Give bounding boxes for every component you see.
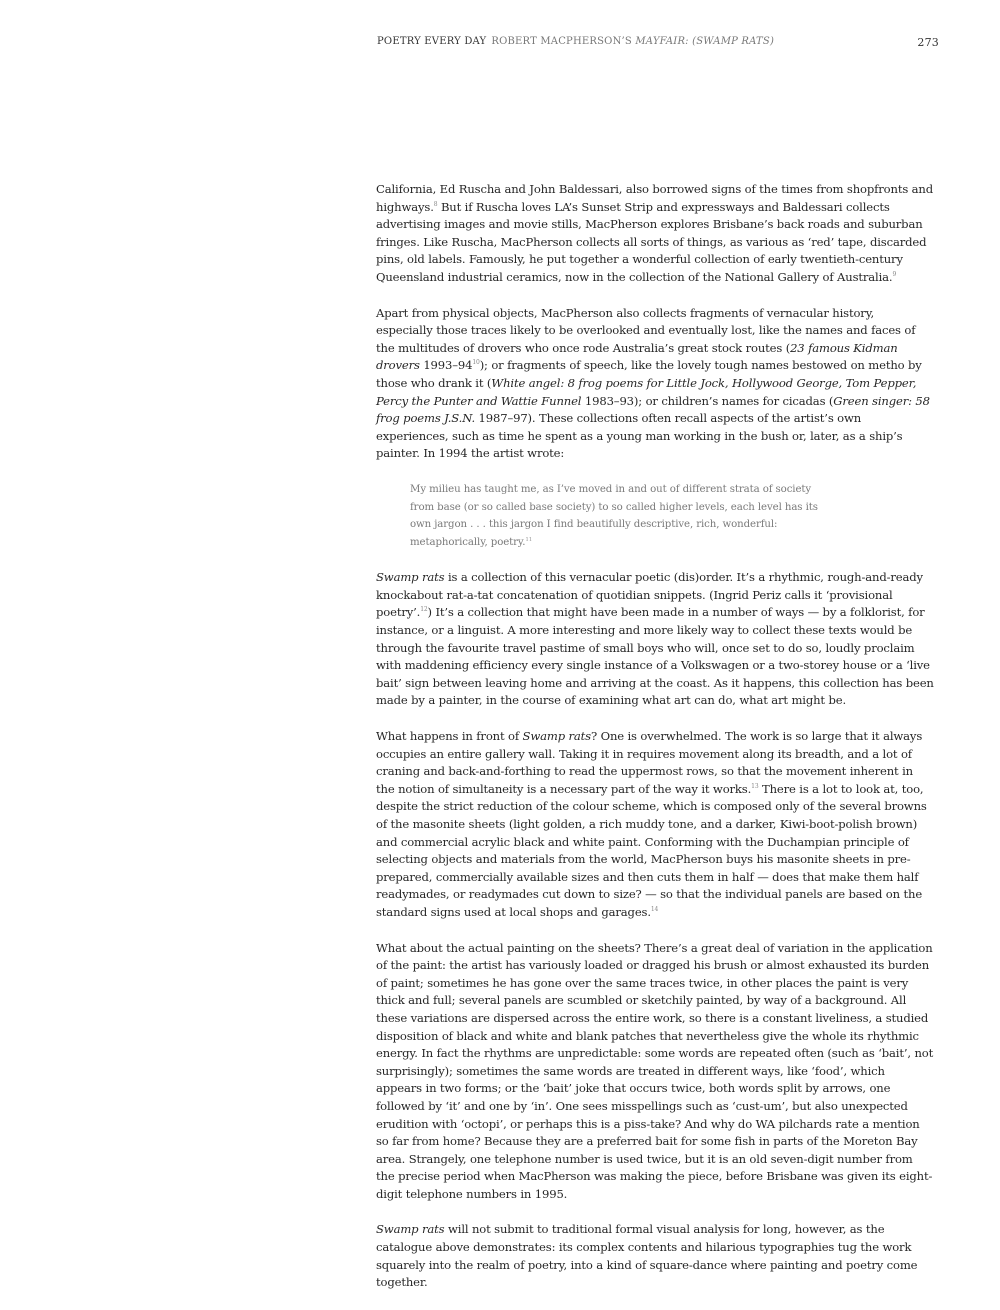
text-run: Apart from physical objects, MacPherson also collects fragments of vernacular history, especially those traces likely to be overlooked and eventually lost, like the names and faces of the multitudes of drovers who once rode Australia’s great stock routes ( [376,305,916,355]
running-header [377,36,939,50]
page-number: 273 [917,36,939,49]
paragraph-3 [376,569,934,710]
paragraph-2 [376,305,934,463]
footnote-ref-12: 12 [420,606,428,614]
block-quote [410,481,830,551]
article-title-prefix: ROBERT MACPHERSON’S [491,36,632,47]
artwork-title: Swamp rats [376,570,445,585]
footnote-ref-8: 8 [433,200,438,208]
body-text [376,181,934,1310]
footnote-ref-11: 11 [525,536,533,543]
running-title [377,36,774,47]
text-run: But if Ruscha loves LA’s Sunset Strip and expressways and Baldessari collects advertising images and movie stills, MacPherson explores Brisbane’s back roads and suburban fringes. Like Ruscha, MacPherson collects all sorts of things, as various as ‘red’ tape, discarded pins, old labels. Famously, he put together a wonderful collection of early twentieth-century Queensland industrial ceramics, now in the collection of the National Gallery of Australia. [376,199,927,284]
artwork-title: Swamp rats [522,729,591,744]
paragraph-1 [376,181,934,287]
artwork-title: 23 famous Kidman drovers [376,340,898,373]
paragraph-5 [376,940,934,1204]
text-run: will not submit to traditional formal visual analysis for long, however, as the catalogue above demonstrates: its complex contents and hilarious typographies tug the work squarely into the realm of poetry, into a kind of square-dance where painting and poetry come together. [376,1222,918,1290]
text-run: ? One is overwhelmed. The work is so large that it always occupies an entire gallery wall. Taking it in requires movement along its breadth, and a lot of craning and back-and-forthing to read the uppermost rows, so that the movement inherent in the notion of simultaneity is a necessary part of the way it works. [376,729,923,796]
text-run: 1987–97). These collections often recall aspects of the artist’s own experiences, such as time he spent as a young man working in the bush or, later, as a ship’s painter. In 1994 the artist wrote: [376,411,903,461]
footnote-ref-10: 10 [472,359,480,367]
text-run: What about the actual painting on the sheets? There’s a great deal of variation in the application of the paint: the artist has variously loaded or dragged his brush or almost exhausted its burden of paint; sometimes he has gone over the same traces twice, in other places the paint is very thick and full; several panels are scumbled or sketchily painted, by way of a background. All these variations are dispersed across the entire work, so there is a constant liveliness, a studied disposition of black and white and blank patches that nevertheless give the whole its rhythmic energy. In fact the rhythms are unpredictable: some words are repeated often (such as ‘bait’, not surprisingly); sometimes the same words are treated in different ways, like ‘food’, which appears in two forms; or the ‘bait’ joke that occurs twice, both words split by arrows, one followed by ‘it’ and one by ‘in’. One sees misspellings such as ‘cust-um’, but also unexpected erudition with ‘octopi’, or perhaps this is a piss-take? And why do WA pilchards rate a mention so far from home? Because they are a preferred bait for some fish in parts of the Moreton Bay area. Strangely, one telephone number is used twice, but it is an old seven-digit number from the precise period when MacPherson was making the piece, before Brisbane was given its eight-digit telephone numbers in 1995. [376,940,934,1201]
journal-title: POETRY EVERY DAY [377,36,487,47]
text-run: What happens in front of [376,729,523,744]
artwork-title: Green singer: 58 frog poems J.S.N. [376,393,930,426]
footnote-ref-13: 13 [751,782,759,790]
text-run: 1983–93); or children’s names for cicadas ( [581,393,834,408]
article-title [491,36,774,47]
footnote-ref-9: 9 [892,270,897,278]
text-run: is a collection of this vernacular poetic (dis)order. It’s a rhythmic, rough-and-ready knockabout rat-a-tat concatenation of quotidian snippets. (Ingrid Periz calls it ‘provisional poetry’. [376,570,923,620]
paragraph-4 [376,728,934,922]
text-run: There is a lot to look at, too, despite the strict reduction of the colour scheme, which is composed only of the several browns of the masonite sheets (light golden, a rich muddy tone, and a darker, Kiwi-boot-polish brown) and commercial acrylic black and white paint. Conforming with the Duchampian principle of selecting objects and materials from the world, MacPherson buys his masonite sheets in pre-prepared, commercially available sizes and then cuts them in half — does that make them half readymades, or readymades cut down to size? — so that the individual panels are based on the standard signs used at local shops and garages. [376,781,927,919]
text-run: ); or fragments of speech, like the lovely tough names bestowed on metho by those who drank it ( [376,358,922,390]
quote-text: My milieu has taught me, as I’ve moved in and out of different strata of society from base (or so called base society) to so called higher levels, each level has its own jargon . . . this jargon I find beautifully descriptive, rich, wonderful: metaphorically, poetry. [410,483,818,548]
text-run: ) It’s a collection that might have been made in a number of ways — by a folklorist, for instance, or a linguist. A more interesting and more likely way to collect these texts would be through the favourite travel pastime of small boys who will, once set to do so, loudly proclaim with maddening efficiency every single instance of a Volkswagen or a two-storey house or a ‘live bait’ sign between leaving home and arriving at the coast. As it happens, this collection has been made by a painter, in the course of examining what art can do, what art might be. [376,605,934,708]
text-run: California, Ed Ruscha and John Baldessari, also borrowed signs of the times from shopfronts and highways. [376,182,934,214]
footnote-ref-14: 14 [650,905,659,913]
article-title-italic: MAYFAIR: (SWAMP RATS) [635,36,775,47]
text-run: 1993–94 [419,358,473,373]
artwork-title: White angel: 8 frog poems for Little Jock, Hollywood George, Tom Pepper, Percy the Punter and Wattie Funnel [376,375,917,408]
paragraph-6 [376,1221,934,1291]
artwork-title: Swamp rats [376,1222,445,1237]
